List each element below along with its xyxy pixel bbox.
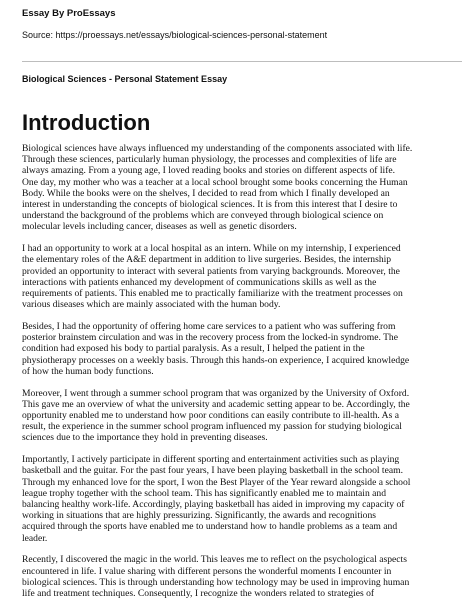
essay-body <box>22 143 466 610</box>
paragraph-line: of how the human body functions. <box>22 365 154 377</box>
paragraph-line: league trophy together with the school team. This has significantly enabled me to maintain and <box>22 487 387 499</box>
source-line: Source: https://proessays.net/essays/biological-sciences-personal-statement <box>22 30 328 40</box>
paragraph-line: Biological sciences have always influenced my understanding of the components associated with life. <box>22 143 413 154</box>
document-header <box>22 8 462 41</box>
header-divider <box>22 61 462 62</box>
paragraph-line: always amazing. From a young age, I loved reading books and stories on different aspects of life. <box>22 165 396 177</box>
paragraph-line: sciences due to the importance they hold in preventing diseases. <box>22 432 268 444</box>
essay-paragraph <box>22 554 466 599</box>
paragraph-line: physiotherapy processes on a weekly basis. Through this hands-on experience, I acquired knowledge <box>22 354 410 366</box>
paragraph-line: understand the background of the problems which are conveyed through biological science on <box>22 210 384 222</box>
paragraph-line: Importantly, I actively participate in different sporting and entertainment activities such as playing <box>22 454 400 466</box>
paragraph-line: various diseases which are mainly associated with the human body. <box>22 299 281 311</box>
paragraph-line: biological sciences. This is through understanding how technology may be used in improving human <box>22 576 410 588</box>
paragraph-line: life and treatment techniques. Consequently, I recognize the wonders related to strategies of <box>22 588 375 600</box>
essay-paragraph <box>22 388 466 444</box>
paragraph-line: interest in understanding the concepts of biological sciences. It is from this interest that I desire to <box>22 199 398 211</box>
document-title: Biological Sciences - Personal Statement Essay <box>22 74 228 84</box>
section-heading-introduction: Introduction <box>22 110 151 135</box>
paragraph-line: condition had exposed his body to partial paralysis. As a result, I helped the patient in the <box>22 343 365 355</box>
paragraph-line: Besides, I had the opportunity of offering home care services to a patient who was suffering from <box>22 321 396 333</box>
paragraph-line: balancing healthy work-life. Accordingly, playing basketball has aided in improving my capacity of <box>22 499 405 511</box>
paragraph-line: molecular levels including cancer, diseases as well as genetic disorders. <box>22 221 297 233</box>
paragraph-line: provided an opportunity to interact with several patients from varying backgrounds. Moreover, the <box>22 265 400 277</box>
paragraph-line: encountered in life. I value sharing with different persons the wonderful moments I encounter in <box>22 565 392 577</box>
paragraph-line: I had an opportunity to work at a local hospital as an intern. While on my internship, I experienced <box>22 243 401 255</box>
paragraph-line: This gave me an overview of what the university and academic setting appear to be. Accordingly, the <box>22 398 410 410</box>
paragraph-line: Recently, I discovered the magic in the world. This leaves me to reflect on the psychological aspects <box>22 554 407 566</box>
paragraph-line: opportunity enabled me to understand how poor conditions can easily contribute to ill-health. As a <box>22 410 400 422</box>
paragraph-line: Through my enhanced love for the sport, I won the Best Player of the Year reward alongside a school <box>22 476 411 488</box>
paragraph-line: working in situations that are highly pressurizing. Significantly, the awards and recognitions <box>22 510 377 522</box>
paragraph-line: Body. While the books were on the shelves, I decided to read from which I finally developed an <box>22 187 390 199</box>
paragraph-line: requirements of patients. This enabled me to practically familiarize with the treatment processes on <box>22 288 403 300</box>
essay-paragraph <box>22 143 466 233</box>
paragraph-line: result, the experience in the summer school program influenced my passion for studying biological <box>22 421 402 433</box>
essay-paragraph <box>22 454 466 544</box>
paragraph-line: leader. <box>22 532 48 544</box>
paragraph-line: interactions with patients enhanced my development of communications skills as well as the <box>22 276 377 288</box>
paragraph-line: Through these sciences, particularly human physiology, the processes and complexities of life are <box>22 154 397 166</box>
paragraph-line: basketball and the guitar. For the past four years, I have been playing basketball in the school team. <box>22 465 403 477</box>
paragraph-line: the elementary roles of the A&E department in addition to live surgeries. Besides, the internship <box>22 254 392 266</box>
paragraph-line: One day, my mother who was a teacher at a local school brought some books concerning the Human <box>22 176 408 188</box>
paragraph-line: Moreover, I went through a summer school program that was organized by the University of Oxford. <box>22 387 410 399</box>
essay-paragraph <box>22 243 466 310</box>
paragraph-line: acquired through the sports have enabled me to understand how to handle problems as a team and <box>22 521 398 533</box>
paragraph-line: posterior brainstem circulation and was in the recovery process from the locked-in syndrome. The <box>22 332 398 344</box>
essay-paragraph <box>22 321 466 377</box>
site-name: Essay By ProEssays <box>22 8 116 19</box>
